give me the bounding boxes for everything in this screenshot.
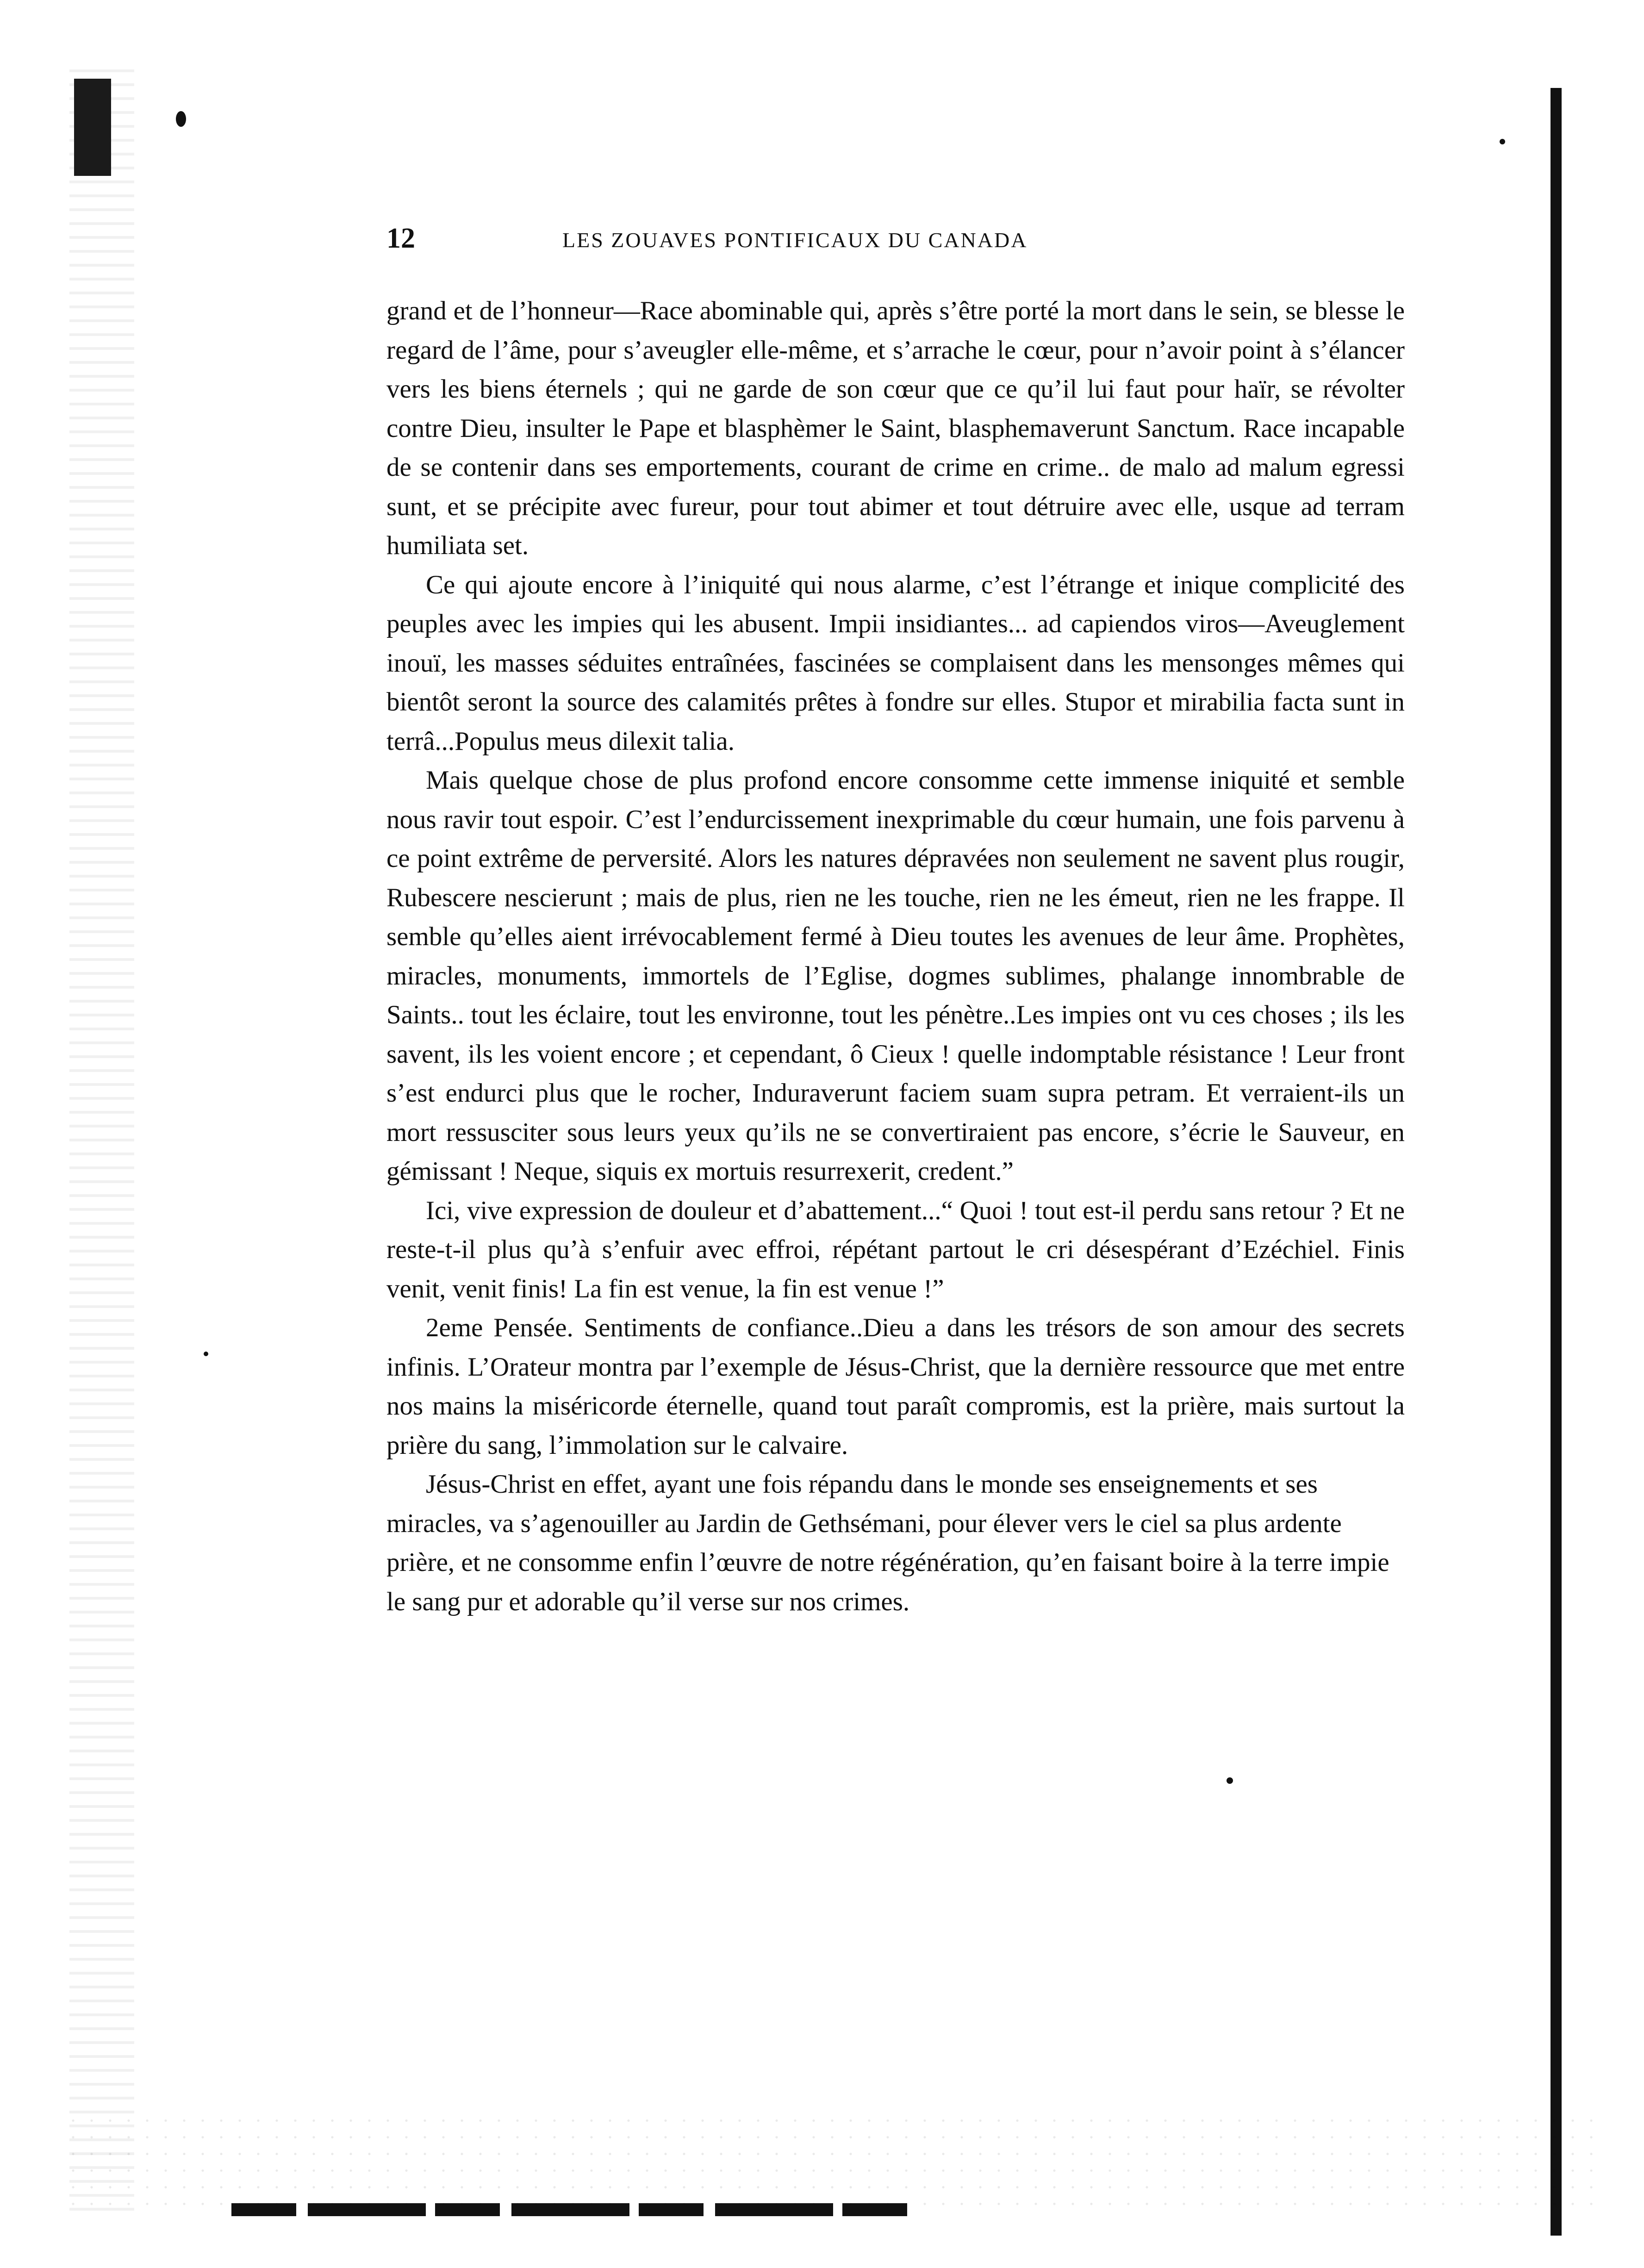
paragraph: grand et de l’honneur—Race abominable qui, après s’être porté la mort dans le sein, se blesse le regard de l’âme, pour s’aveugler elle-même, et s’arrache le cœur, pour n’avoir point à s’élancer vers les biens éternels ; qui ne garde de son cœur que ce qu’il lui faut pour haïr, se révolter contre Dieu, insulter le Pape et blasphèmer le Saint, blasphemaverunt Sanctum. Race incapable de se contenir dans ses emportements, courant de crime en crime.. de malo ad malum egressi sunt, et se précipite avec fureur, pour tout abimer et tout détruire avec elle, usque ad terram humiliata set. (386, 296, 1405, 560)
paragraph: Ici, vive expression de douleur et d’abattement...“ Quoi ! tout est-il perdu sans retour ? Et ne reste-t-il plus qu’à s’enfuir avec effroi, répétant partout le cri désespérant d’Ezéchiel. Finis venit, venit finis! La fin est venue, la fin est venue !” (386, 1196, 1405, 1303)
book-page (386, 222, 1405, 1621)
scan-noise-bottom (69, 2111, 1597, 2212)
paragraph: Ce qui ajoute encore à l’iniquité qui nous alarme, c’est l’étrange et inique complicité des peuples avec les impies qui les abusent. Impii insidiantes... ad capiendos viros—Aveuglement inouï, les masses séduites entraînées, fascinées se complaisent dans les mensonges mêmes qui bientôt seront la source des calamités prêtes à fondre sur elles. Stupor et mirabilia facta sunt in terrâ...Populus meus dilexit talia. (386, 570, 1405, 756)
paragraph: Mais quelque chose de plus profond encore consomme cette immense iniquité et semble nous ravir tout espoir. C’est l’endurcissement inexprimable du cœur humain, une fois parvenu à ce point extrême de perversité. Alors les natures dépravées non seulement ne savent plus rougir, Rubescere nescierunt ; mais de plus, rien ne les touche, rien ne les émeut, rien ne les frappe. Il semble qu’elles aient irrévocablement fermé à Dieu toutes les avenues de leur âme. Prophètes, miracles, monuments, immortels de l’Eglise, dogmes sublimes, phalange innombrable de Saints.. tout les éclaire, tout les environne, tout les pénètre..Les impies ont vu ces choses ; ils les savent, ils les voient encore ; et cependant, ô Cieux ! quelle indomptable résistance ! Leur front s’est endurci plus que le rocher, Induraverunt faciem suam supra petram. Et verraient-ils un mort ressusciter sous leurs yeux qu’ils ne se convertiraient pas encore, s’écrie le Sauveur, en gémissant ! Neque, siquis ex mortuis resurrexerit, credent.” (386, 766, 1405, 1186)
ink-speck (1500, 139, 1505, 144)
scan-strip-bottom (231, 2203, 912, 2216)
ink-speck (176, 111, 186, 127)
page-header (386, 222, 1405, 264)
scan-shadow-left (69, 69, 134, 2222)
page-number: 12 (386, 223, 415, 254)
ink-speck (204, 1352, 208, 1356)
scan-corner-mark (74, 79, 111, 176)
paragraph: Jésus-Christ en effet, ayant une fois répandu dans le monde ses enseignements et ses miracles, va s’agenouiller au Jardin de Gethsémani, pour élever vers le ciel sa plus ardente prière, et ne consomme enfin l’œuvre de notre régénération, qu’en faisant boire à la terre impie le sang pur et adorable qu’il verse sur nos crimes. (386, 1470, 1389, 1616)
ink-speck (1227, 1777, 1233, 1784)
scan-edge-right (1551, 88, 1562, 2236)
body-text (386, 292, 1405, 1621)
running-title: LES ZOUAVES PONTIFICAUX DU CANADA (562, 228, 1028, 252)
paragraph: 2eme Pensée. Sentiments de confiance..Dieu a dans les trésors de son amour des secrets infinis. L’Orateur montra par l’exemple de Jésus-Christ, que la dernière ressource que met entre nos mains la miséricorde éternelle, quand tout paraît compromis, est la prière, mais surtout la prière du sang, l’immolation sur le calvaire. (386, 1313, 1405, 1460)
